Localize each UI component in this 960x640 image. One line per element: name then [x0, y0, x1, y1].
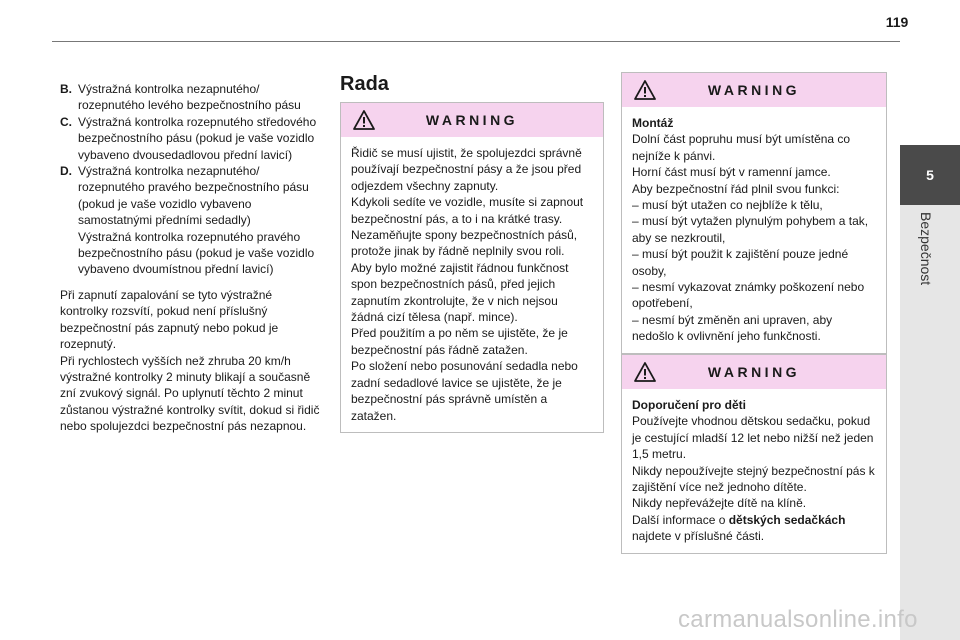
- paragraph: Při rychlostech vyšších než zhruba 20 km/h výstražné kontrolky 2 minuty blikají a současně zní zvukový signál. Po uplynutí těchto 2 minut zůstanou výstražné kontrolky svítit, dokud si řidič nebo spolujezdci bezpečnostní pás nezapnou.: [60, 353, 320, 434]
- item-text: Výstražná kontrolka rozepnutého středového bezpečnostního pásu (pokud je vaše vozidlo vybaveno dvousedadlovou přední lavicí): [78, 114, 317, 162]
- warning-line: Horní část musí být v ramenní jamce.: [632, 165, 831, 180]
- item-text: Výstražná kontrolka nezapnutého/ rozepnutého pravého bezpečnostního pásu (pokud je vaše vozidlo vybaveno samostatnými předními sedadly): [78, 164, 309, 228]
- chapter-number: 5: [926, 167, 934, 183]
- more-info-prefix: Další informace o: [632, 512, 729, 527]
- warning-triangle-icon: [634, 80, 656, 100]
- warning-header: [622, 355, 886, 389]
- warning-header: [622, 73, 886, 107]
- warning-line: Používejte vhodnou dětskou sedačku, pokud je cestující mladší 12 let nebo nižší než jeden 1,5 metru.: [632, 414, 874, 462]
- warning-line: Po složení nebo posunování sedadla nebo zadní sedadlové lavice se ujistěte, že je bezpečnostní pás správně umístěn a zatažen.: [351, 359, 578, 423]
- warning-header: [341, 103, 603, 137]
- warning-line: Řidič se musí ujistit, že spolujezdci správně používají bezpečnostní pásy a že jsou před odjezdem všechny zapnuty.: [351, 146, 582, 193]
- warning-label: WARNING: [425, 111, 519, 128]
- warning-line: Nikdy nepoužívejte stejný bezpečnostní pás k zajištění více než jednoho dítěte.: [632, 463, 875, 495]
- more-info-bold: dětských sedačkách: [728, 512, 846, 527]
- warning-line: – musí být utažen co nejblíže k tělu,: [632, 198, 823, 213]
- list-item: [60, 114, 322, 163]
- warning-line: – musí být použit k zajištění pouze jedné osoby,: [632, 247, 849, 278]
- chapter-title: Bezpečnost: [918, 212, 934, 286]
- more-info-suffix: najdete v příslušné části.: [632, 529, 765, 544]
- warning-box: [340, 102, 604, 433]
- warning-label: WARNING: [707, 81, 801, 98]
- warning-body: [341, 137, 603, 432]
- warning-heading: Doporučení pro děti: [632, 398, 746, 412]
- warning-triangle-icon: [634, 362, 656, 382]
- warning-line: Kdykoli sedíte ve vozidle, musíte si zapnout bezpečnostní pás, a to i na krátké trasy.: [351, 195, 584, 226]
- item-continuation: Výstražná kontrolka rozepnutého pravého bezpečnostního pásu (pokud je vaše vozidlo vybaveno dvoumístnou přední lavicí): [78, 229, 315, 277]
- item-letter: D.: [60, 164, 72, 179]
- warning-line: – musí být vytažen plynulým pohybem a tak, aby se nezkroutil,: [632, 214, 869, 245]
- warning-line: Aby bylo možné zajistit řádnou funkčnost spon bezpečnostních pásů, před jejich zapnutím zkontrolujte, že v nich nejsou žádná cizí tělesa (např. mince).: [351, 260, 569, 325]
- section-title: Rada: [340, 73, 389, 95]
- warning-box-montaz: [621, 72, 887, 354]
- warning-line-more-info: [632, 512, 876, 545]
- warning-line: Dolní část popruhu musí být umístěna co nejníže k pánvi.: [632, 132, 851, 163]
- paragraph: Při zapnutí zapalování se tyto výstražné kontrolky rozsvítí, pokud není příslušný bezpečnostní pás zapnutý nebo pokud je rozepnutý.: [60, 287, 279, 352]
- page-number: 119: [885, 14, 909, 30]
- warning-line: – nesmí být změněn ani upraven, aby nedošlo k ovlivnění jeho funkčnosti.: [632, 312, 833, 344]
- warning-body: [622, 107, 886, 353]
- watermark: carmanualsonline.info: [678, 606, 918, 633]
- header-rule: [52, 41, 900, 42]
- warning-triangle-icon: [353, 110, 375, 130]
- warning-line: Aby bezpečnostní řád plnil svou funkci:: [632, 181, 840, 196]
- chapter-tab[interactable]: [900, 145, 960, 205]
- warning-line: – nesmí vykazovat známky poškození nebo opotřebení,: [632, 280, 865, 311]
- warning-label: WARNING: [707, 363, 801, 380]
- item-text: Výstražná kontrolka nezapnutého/ rozepnutého levého bezpečnostního pásu: [78, 82, 301, 113]
- list-item: [60, 163, 322, 229]
- list-item: [60, 81, 322, 114]
- left-column: [60, 81, 322, 435]
- warning-line: Nikdy nepřevážejte dítě na klíně.: [632, 496, 807, 511]
- item-letter: B.: [60, 82, 72, 96]
- warning-heading: Montáž: [632, 116, 674, 130]
- warning-line: Před použitím a po něm se ujistěte, že je bezpečnostní pás řádně zatažen.: [351, 326, 568, 357]
- item-letter: C.: [60, 114, 72, 129]
- warning-box-children: [621, 354, 887, 554]
- warning-body: [622, 389, 886, 553]
- warning-line: Nezaměňujte spony bezpečnostních pásů, protože jinak by řádně neplnily svou roli.: [351, 228, 578, 259]
